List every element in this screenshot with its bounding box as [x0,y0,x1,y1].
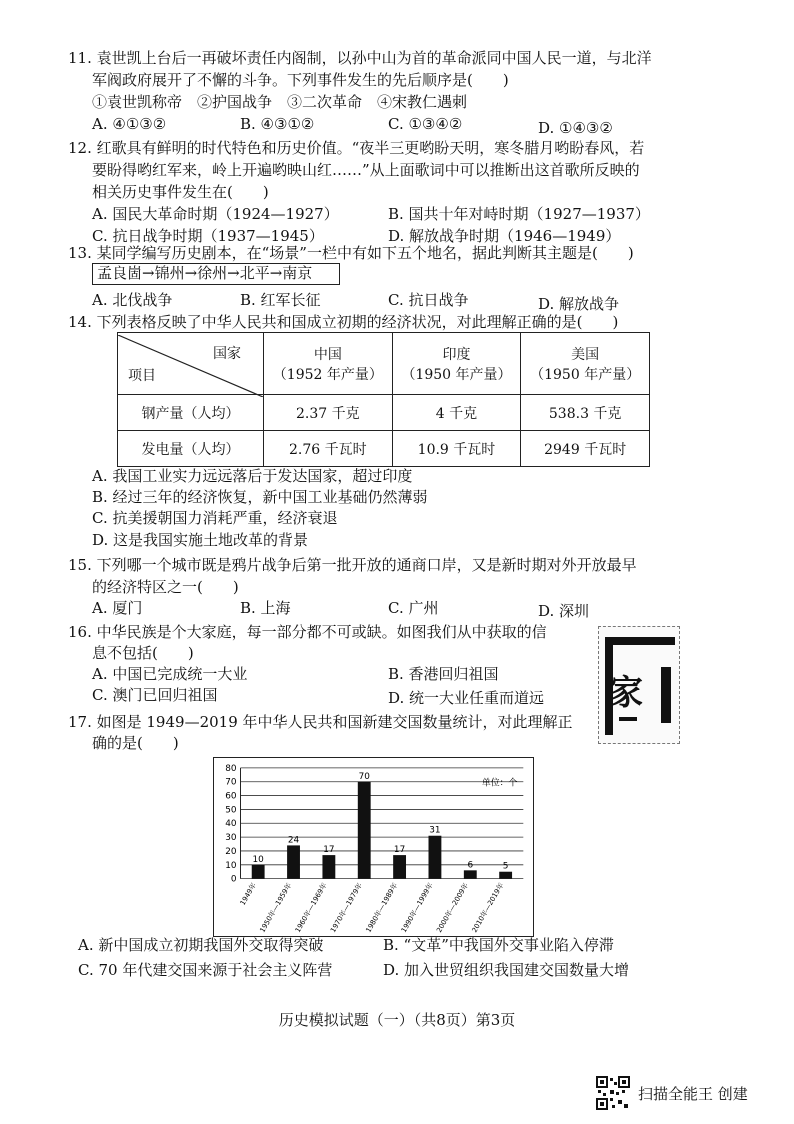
bar-value-label: 31 [429,825,441,836]
q17-option-a[interactable]: A. 新中国成立初期我国外交取得突破 [78,936,324,954]
q14-option-d[interactable]: D. 这是我国实施土地改革的背景 [92,531,309,549]
q15-stem-line2: 的经济特区之一( ) [92,578,239,596]
q12-option-b[interactable]: B. 国共十年对峙时期（1927—1937） [388,205,650,223]
q11-option-c[interactable]: C. ①③④② [388,115,463,133]
q16-option-c[interactable]: C. 澳门已回归祖国 [92,686,218,704]
q11-option-a[interactable]: A. ④①③② [92,115,167,133]
q17-option-c[interactable]: C. 70 年代建交国来源于社会主义阵营 [78,961,333,979]
q16-stem-line2: 息不包括( ) [92,644,194,662]
q11-stem-line1: 11. 袁世凯上台后一再破坏责任内阁制，以孙中山为首的革命派同中国人民一道，与北洋 [68,49,652,67]
q14-stem: 14. 下列表格反映了中华人民共和国成立初期的经济状况，对此理解正确的是( ) [68,313,619,331]
x-tick-label: 1990年—1999年 [399,881,435,934]
table-cell: 2949 千瓦时 [521,431,650,467]
bar-value-label: 5 [502,861,509,872]
q16-option-a[interactable]: A. 中国已完成统一大业 [92,665,248,683]
ink-bar [661,667,671,723]
x-tick-label: 1980年—1989年 [364,881,400,934]
x-tick-label: 2010年—2019年 [470,881,506,934]
q15-stem-line1: 15. 下列哪一个城市既是鸦片战争后第一批开放的通商口岸，又是新时期对外开放最早 [68,556,637,574]
header-item: 项目 [128,367,156,384]
family-character-image [598,626,680,744]
q15-option-c[interactable]: C. 广州 [388,599,439,617]
y-tick-label: 0 [230,874,237,885]
table-row [118,431,650,467]
q17-option-d[interactable]: D. 加入世贸组织我国建交国数量大增 [383,961,630,979]
bar [393,855,406,879]
header-country: 国家 [213,345,241,362]
y-tick-label: 20 [225,846,237,857]
column-header-china: 中国 （1952 年产量） [264,333,393,395]
y-tick-label: 30 [225,833,237,844]
q12-stem-line2: 要盼得哟红军来，岭上开遍哟映山红……”从上面歌词中可以推断出这首歌所反映的 [92,161,640,179]
q13-option-d[interactable]: D. 解放战争 [538,295,620,313]
column-header-india: 印度 （1950 年产量） [392,333,521,395]
q16-option-b[interactable]: B. 香港回归祖国 [388,665,499,683]
table-cell: 2.37 千克 [264,395,393,431]
q17-option-b[interactable]: B. “文革”中我国外交事业陷入停滞 [383,936,614,954]
bar [464,870,477,878]
bar [499,872,512,879]
q14-option-c[interactable]: C. 抗美援朝国力消耗严重，经济衰退 [92,509,338,527]
q16-stem-line1: 16. 中华民族是个大家庭，每一部分都不可或缺。如图我们从中获取的信 [68,623,547,641]
y-tick-label: 80 [225,763,237,774]
bar-value-label: 24 [287,835,300,846]
q12-option-c[interactable]: C. 抗日战争时期（1937—1945） [92,227,324,245]
diplomatic-relations-bar-chart [213,757,534,937]
table-cell: 538.3 千克 [521,395,650,431]
bar-value-label: 10 [252,854,264,865]
q17-stem-line1: 17. 如图是 1949—2019 年中华人民共和国新建交国数量统计，对此理解正 [68,713,573,731]
x-tick-label: 2000年—2009年 [435,881,471,934]
q12-stem-line1: 12. 红歌具有鲜明的时代特色和历史价值。“夜半三更哟盼天明，寒冬腊月哟盼春风，若 [68,139,645,157]
bar-value-label: 17 [323,845,335,856]
x-tick-label: 1970年—1979年 [329,881,364,934]
y-tick-label: 10 [225,860,237,871]
bar [429,836,442,879]
q13-route-box: 孟良崮→锦州→徐州→北平→南京 [92,263,340,285]
family-character: 家 [609,673,643,713]
row-label: 发电量（人均） [118,431,264,467]
page-footer: 历史模拟试题（一）（共8页）第3页 [278,1011,516,1029]
x-tick-label: 1960年—1969年 [293,881,329,934]
y-tick-label: 70 [225,777,237,788]
q11-option-b[interactable]: B. ④③①② [240,115,315,133]
q13-option-b[interactable]: B. 红军长征 [240,291,321,309]
table-cell: 10.9 千瓦时 [392,431,521,467]
q11-stem-line2: 军阀政府展开了不懈的斗争。下列事件发生的先后顺序是( ) [92,71,509,89]
ink-bar [605,637,675,645]
y-tick-label: 50 [225,805,237,816]
x-tick-label: 1949年 [238,881,258,907]
q15-option-b[interactable]: B. 上海 [240,599,291,617]
q14-option-a[interactable]: A. 我国工业实力远远落后于发达国家，超过印度 [92,467,413,485]
bar-value-label: 70 [358,771,370,782]
row-label: 钢产量（人均） [118,395,264,431]
table-cell: 4 千克 [392,395,521,431]
q12-option-d[interactable]: D. 解放战争时期（1946—1949） [388,227,621,245]
q14-option-b[interactable]: B. 经过三年的经济恢复，新中国工业基础仍然薄弱 [92,488,428,506]
q13-option-a[interactable]: A. 北伐战争 [92,291,173,309]
q13-option-c[interactable]: C. 抗日战争 [388,291,469,309]
q12-stem-line3: 相关历史事件发生在( ) [92,183,269,201]
unit-label: 单位：个 [481,778,518,789]
bar [322,855,335,879]
bar [358,782,371,879]
x-tick-label: 1950年—1959年 [258,881,294,934]
q15-option-a[interactable]: A. 厦门 [92,599,143,617]
bar [287,845,300,878]
q11-events: ①袁世凯称帝 ②护国战争 ③二次革命 ④宋教仁遇刺 [92,93,468,111]
bar [252,865,265,879]
bar-value-label: 6 [467,860,474,871]
q12-option-a[interactable]: A. 国民大革命时期（1924—1927） [92,205,339,223]
bar-value-label: 17 [393,845,406,856]
q11-option-d[interactable]: D. ①④③② [538,119,613,137]
y-tick-label: 40 [225,819,237,830]
table-corner-header [118,333,264,395]
q15-option-d[interactable]: D. 深圳 [538,602,590,620]
ink-bar [619,717,637,721]
q17-stem-line2: 确的是( ) [92,734,179,752]
table-cell: 2.76 千瓦时 [264,431,393,467]
column-header-usa: 美国 （1950 年产量） [521,333,650,395]
y-tick-label: 60 [225,791,237,802]
q13-stem: 13. 某同学编写历史剧本，在“场景”一栏中有如下五个地名，据此判断其主题是( ) [68,244,634,262]
scanner-watermark: 扫描全能王 创建 [638,1085,748,1103]
q16-option-d[interactable]: D. 统一大业任重而道远 [388,689,545,707]
q14-economy-table [117,332,650,467]
table-row [118,395,650,431]
qr-code-icon [596,1076,630,1110]
